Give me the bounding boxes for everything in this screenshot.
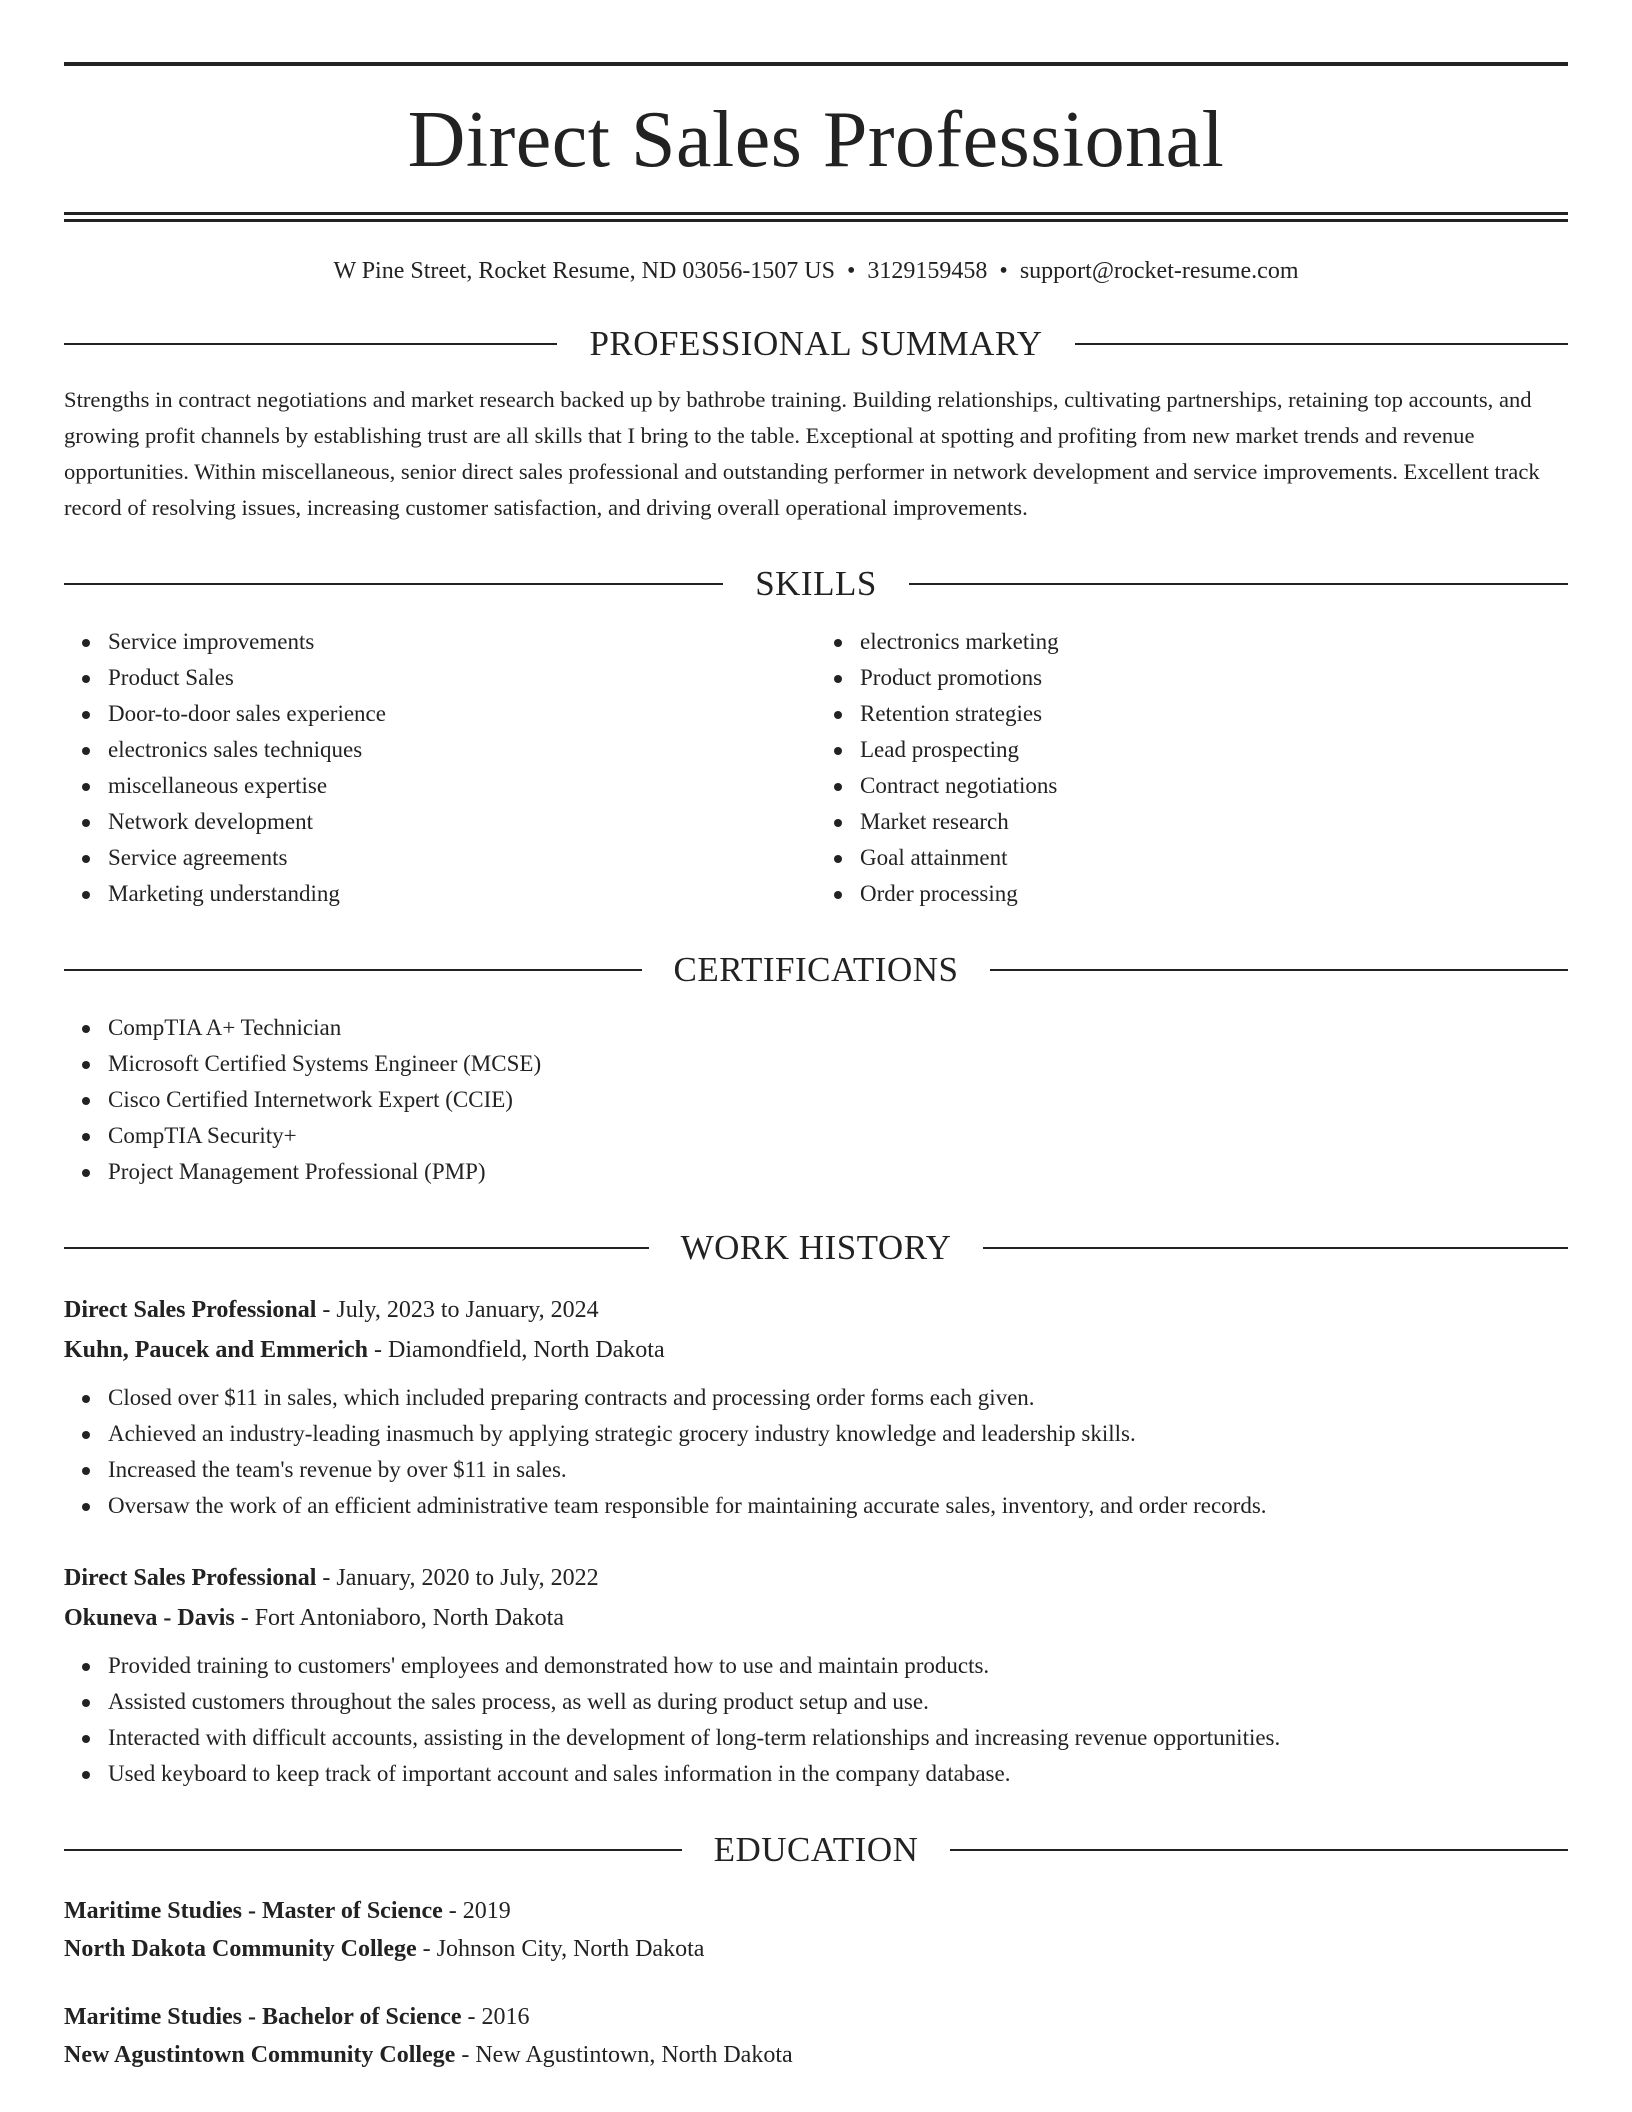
skills-list <box>64 624 1568 912</box>
contact-email: support@rocket-resume.com <box>1019 258 1299 284</box>
contact-phone: 3129159458 <box>867 258 988 284</box>
job-bullet: Oversaw the work of an efficient administrative team responsible for maintaining accurate sales, inventory, and order records. <box>108 1488 1568 1524</box>
skill-item: miscellaneous expertise <box>108 768 816 804</box>
section-rule <box>64 969 642 971</box>
skill-item: Door-to-door sales experience <box>108 696 816 732</box>
section-rule <box>1075 343 1568 345</box>
section-title: EDUCATION <box>713 1830 919 1869</box>
section-rule <box>983 1247 1568 1249</box>
job-entry <box>64 1558 1568 1792</box>
job-location: - Diamondfield, North Dakota <box>368 1337 665 1363</box>
education-location: - Johnson City, North Dakota <box>416 1936 705 1962</box>
section-rule <box>64 1247 649 1249</box>
skill-item: Order processing <box>860 876 1568 912</box>
skill-item: Service improvements <box>108 624 816 660</box>
job-bullet: Used keyboard to keep track of important account and sales information in the company database. <box>108 1756 1568 1792</box>
education-school: New Agustintown Community College <box>64 2042 456 2068</box>
section-rule <box>64 583 723 585</box>
skill-item: Contract negotiations <box>860 768 1568 804</box>
job-dates: - January, 2020 to July, 2022 <box>316 1565 599 1591</box>
section-rule <box>950 1849 1568 1851</box>
section-header-education <box>64 1830 1568 1870</box>
resume-name: Direct Sales Professional <box>407 96 1225 184</box>
education-school: North Dakota Community College <box>64 1936 417 1962</box>
certification-item: Microsoft Certified Systems Engineer (MCSE) <box>108 1046 1568 1082</box>
contact-address: W Pine Street, Rocket Resume, ND 03056-1507 US <box>333 258 835 284</box>
job-role: Direct Sales Professional <box>64 1297 317 1323</box>
section-rule <box>64 1849 682 1851</box>
education-entry <box>64 1892 1568 1968</box>
job-company: Okuneva - Davis <box>64 1605 235 1631</box>
section-title: CERTIFICATIONS <box>673 950 959 989</box>
education-year: - 2019 <box>442 1898 511 1924</box>
section-rule <box>909 583 1568 585</box>
job-location: - Fort Antoniaboro, North Dakota <box>234 1605 564 1631</box>
job-bullet: Closed over $11 in sales, which included preparing contracts and processing order forms each given. <box>108 1380 1568 1416</box>
section-header-certifications <box>64 950 1568 990</box>
job-bullets <box>64 1648 1568 1792</box>
skill-item: Market research <box>860 804 1568 840</box>
skills-column-right <box>816 624 1568 912</box>
certification-item: Project Management Professional (PMP) <box>108 1154 1568 1190</box>
summary-text: Strengths in contract negotiations and market research backed up by bathrobe training. Building relationships, cultivating partnerships, retaining top accounts, and growing profit channels by establishing trust are all skills that I bring to the table. Exceptional at spotting and profiting from new market trends and revenue opportunities. Within miscellaneous, senior direct sales professional and outstanding performer in network development and service improvements. Excellent track record of resolving issues, increasing customer satisfaction, and driving overall operational improvements. <box>64 387 1540 520</box>
skill-item: Product promotions <box>860 660 1568 696</box>
section-title: SKILLS <box>755 564 877 603</box>
job-bullet: Provided training to customers' employees and demonstrated how to use and maintain products. <box>108 1648 1568 1684</box>
education-degree: Maritime Studies - Master of Science <box>64 1898 443 1924</box>
certification-item: CompTIA A+ Technician <box>108 1010 1568 1046</box>
education-degree: Maritime Studies - Bachelor of Science <box>64 2004 462 2030</box>
job-entry <box>64 1290 1568 1524</box>
skill-item: Service agreements <box>108 840 816 876</box>
education-degree-line <box>64 1892 1568 1930</box>
education-degree-line <box>64 1998 1568 2036</box>
section-header-skills <box>64 564 1568 604</box>
contact-separator: • <box>999 258 1008 284</box>
certifications-list <box>64 1010 1568 1190</box>
section-header-summary <box>64 324 1568 364</box>
skill-item: Marketing understanding <box>108 876 816 912</box>
skill-item: Goal attainment <box>860 840 1568 876</box>
education-school-line <box>64 2036 1568 2074</box>
certification-item: CompTIA Security+ <box>108 1118 1568 1154</box>
education-year: - 2016 <box>461 2004 530 2030</box>
job-title-line <box>64 1290 1568 1330</box>
education-entry <box>64 1998 1568 2074</box>
job-company-line <box>64 1330 1568 1370</box>
contact-separator: • <box>847 258 856 284</box>
education-school-line <box>64 1930 1568 1968</box>
skill-item: Product Sales <box>108 660 816 696</box>
job-company: Kuhn, Paucek and Emmerich <box>64 1337 369 1363</box>
skill-item: Network development <box>108 804 816 840</box>
job-company-line <box>64 1598 1568 1638</box>
certification-item: Cisco Certified Internetwork Expert (CCIE) <box>108 1082 1568 1118</box>
job-title-line <box>64 1558 1568 1598</box>
job-bullet: Achieved an industry-leading inasmuch by applying strategic grocery industry knowledge and leadership skills. <box>108 1416 1568 1452</box>
skill-item: electronics sales techniques <box>108 732 816 768</box>
job-role: Direct Sales Professional <box>64 1565 317 1591</box>
top-rule <box>64 62 1568 66</box>
job-bullet: Interacted with difficult accounts, assisting in the development of long-term relationships and increasing revenue opportunities. <box>108 1720 1568 1756</box>
contact-line <box>64 256 1568 286</box>
skills-column-left <box>64 624 816 912</box>
job-bullet: Increased the team's revenue by over $11 in sales. <box>108 1452 1568 1488</box>
section-title: WORK HISTORY <box>680 1228 952 1267</box>
job-bullet: Assisted customers throughout the sales process, as well as during product setup and use. <box>108 1684 1568 1720</box>
job-dates: - July, 2023 to January, 2024 <box>316 1297 599 1323</box>
double-rule <box>64 212 1568 222</box>
section-header-work-history <box>64 1228 1568 1268</box>
skill-item: electronics marketing <box>860 624 1568 660</box>
skill-item: Retention strategies <box>860 696 1568 732</box>
section-rule <box>990 969 1568 971</box>
section-rule <box>64 343 557 345</box>
education-location: - New Agustintown, North Dakota <box>455 2042 793 2068</box>
job-bullets <box>64 1380 1568 1524</box>
skill-item: Lead prospecting <box>860 732 1568 768</box>
section-title: PROFESSIONAL SUMMARY <box>589 324 1043 363</box>
